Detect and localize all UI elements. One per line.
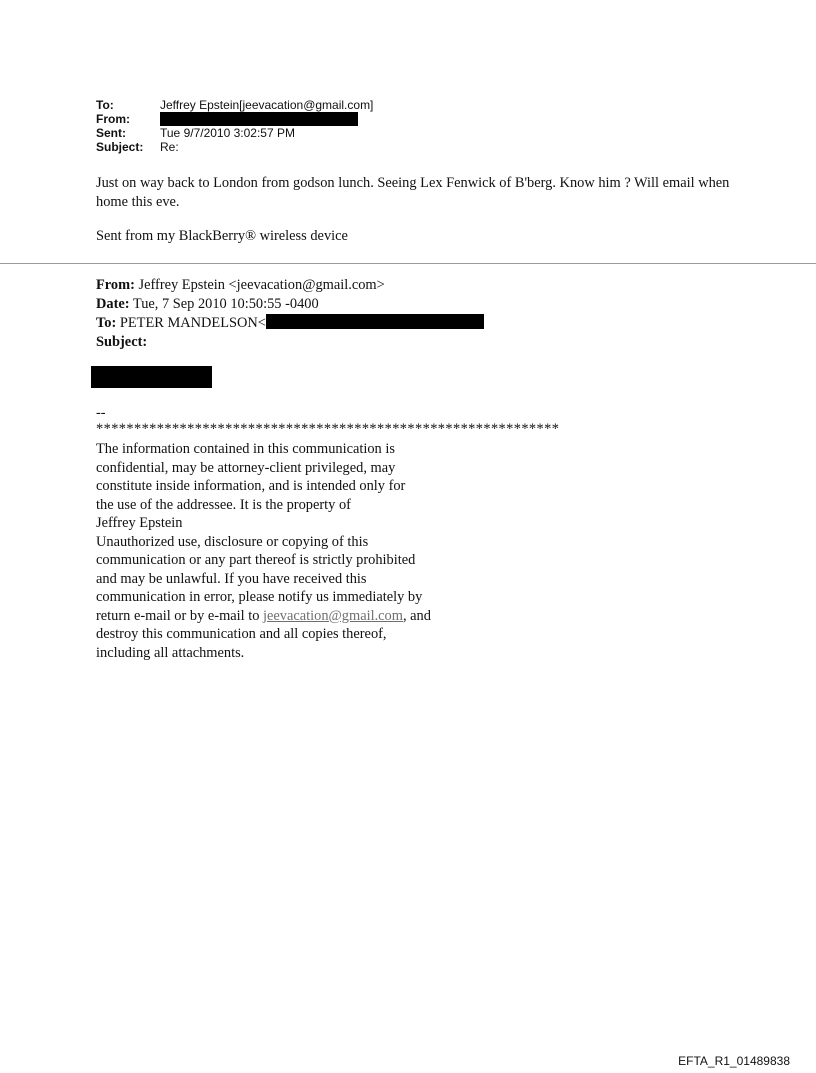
disclaimer-line: confidential, may be attorney-client privileged, may (96, 459, 396, 476)
quoted-header (96, 276, 484, 352)
header-from-row (96, 112, 373, 126)
signature-separator: -- (96, 405, 106, 421)
quoted-subject-label: Subject: (96, 334, 148, 350)
email-link[interactable]: jeevacation@gmail.com (263, 607, 403, 624)
sent-label: Sent: (96, 126, 126, 140)
disclaimer-line: The information contained in this communication is (96, 441, 395, 457)
disclaimer-line: constitute inside information, and is intended only for (96, 478, 406, 494)
disclaimer-line (96, 607, 496, 626)
quoted-date-value: Tue, 7 Sep 2010 10:50:55 -0400 (132, 296, 319, 312)
disclaimer-text: return e-mail or by e-mail to (96, 607, 264, 624)
quoted-to-value: PETER MANDELSON< (119, 315, 266, 331)
quoted-date-row (96, 295, 484, 314)
disclaimer-line: including all attachments. (96, 644, 245, 661)
redaction-block (91, 366, 212, 388)
reply-signature: Sent from my BlackBerry® wireless device (96, 228, 348, 244)
quoted-subject-row (96, 333, 484, 352)
from-label: From: (96, 112, 130, 126)
confidentiality-disclaimer (96, 440, 496, 662)
disclaimer-line: Jeffrey Epstein (96, 515, 183, 531)
header-subject-row (96, 140, 373, 154)
document-id: EFTA_R1_01489838 (678, 1054, 790, 1068)
disclaimer-line: and may be unlawful. If you have received this (96, 570, 367, 587)
divider-line (0, 263, 816, 264)
disclaimer-line: destroy this communication and all copies thereof, (96, 626, 387, 642)
quoted-to-label: To: (96, 315, 117, 331)
quoted-from-value: Jeffrey Epstein <jeevacation@gmail.com> (138, 277, 385, 293)
to-value: Jeffrey Epstein[jeevacation@gmail.com] (160, 98, 374, 112)
subject-value: Re: (160, 140, 179, 154)
disclaimer-line: the use of the addressee. It is the property of (96, 496, 351, 513)
disclaimer-line: communication or any part thereof is strictly prohibited (96, 552, 416, 568)
subject-label: Subject: (96, 140, 144, 154)
reply-body: Just on way back to London from godson lunch. Seeing Lex Fenwick of B'berg. Know him ? Will email when home this eve. (96, 175, 730, 210)
header-sent-row (96, 126, 373, 140)
sent-value: Tue 9/7/2010 3:02:57 PM (160, 126, 295, 140)
quoted-to-row (96, 314, 484, 333)
email-header (96, 98, 373, 154)
redaction-bar (266, 314, 484, 329)
disclaimer-line: communication in error, please notify us immediately by (96, 589, 423, 605)
asterisk-divider: ************************************************************* (96, 421, 560, 437)
disclaimer-text: , and (402, 607, 431, 624)
quoted-from-row (96, 276, 484, 295)
to-label: To: (96, 98, 114, 112)
redaction-bar (160, 112, 358, 126)
quoted-date-label: Date: (96, 296, 130, 312)
header-to-row (96, 98, 373, 112)
disclaimer-line: Unauthorized use, disclosure or copying of this (96, 533, 369, 550)
quoted-from-label: From: (96, 277, 135, 293)
